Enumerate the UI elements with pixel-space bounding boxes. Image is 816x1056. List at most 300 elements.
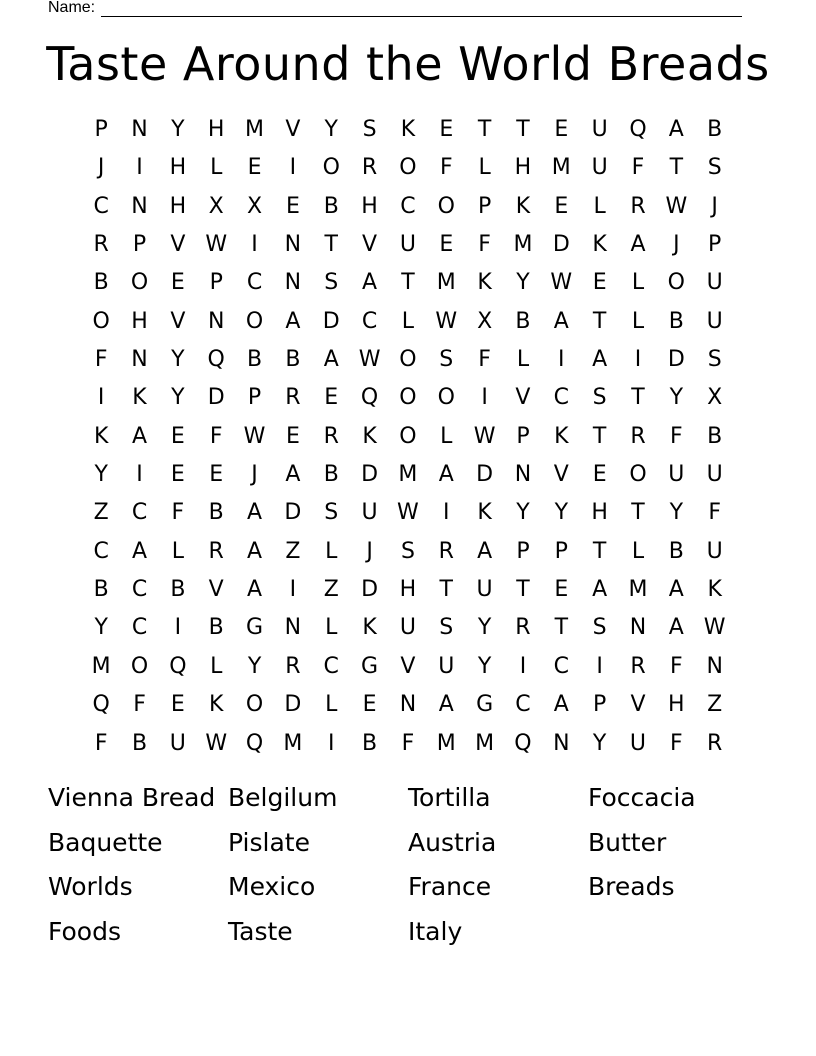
grid-letter: Z (93, 500, 109, 526)
word-list-item: Tortilla (408, 783, 491, 812)
grid-letter: D (284, 500, 302, 526)
grid-letter: L (210, 155, 223, 181)
grid-letter: Y (324, 117, 338, 142)
grid-letter: O (245, 692, 264, 718)
grid-letter: V (208, 577, 224, 603)
grid-letter: S (324, 270, 339, 296)
grid-letter: E (439, 232, 454, 258)
grid-letter: F (670, 653, 683, 679)
grid-letter: J (251, 462, 258, 488)
grid-letter: L (325, 538, 338, 564)
grid-letter: R (707, 730, 723, 756)
grid-letter: N (553, 730, 570, 756)
grid-letter: B (93, 577, 109, 603)
grid-letter: L (631, 270, 645, 296)
grid-letter: B (668, 308, 684, 334)
grid-letter: U (706, 462, 723, 488)
grid-letter: K (515, 193, 531, 219)
grid-letter: U (438, 653, 455, 679)
grid-letter: I (443, 500, 450, 526)
grid-letter: A (668, 615, 684, 641)
grid-letter: U (706, 270, 723, 296)
grid-letter: A (285, 462, 301, 488)
grid-letter: C (400, 193, 416, 219)
grid-letter: U (591, 117, 608, 142)
grid-letter: I (136, 155, 143, 181)
grid-letter: O (130, 270, 149, 296)
grid-letter: I (634, 347, 642, 373)
grid-letter: D (361, 577, 379, 603)
grid-letter: Y (477, 653, 492, 679)
word-list-item: Italy (408, 917, 463, 947)
grid-letter: V (362, 232, 378, 258)
grid-row (82, 494, 734, 532)
grid-letter: F (478, 347, 491, 373)
grid-letter: S (707, 155, 722, 181)
grid-letter: E (209, 462, 224, 488)
grid-letter: O (667, 270, 685, 296)
grid-letter: N (706, 653, 723, 679)
grid-letter: K (362, 423, 377, 449)
grid-letter: P (554, 538, 568, 564)
grid-letter: E (285, 193, 300, 219)
word-list-item: Butter (588, 827, 667, 857)
grid-letter: B (668, 538, 684, 564)
grid-letter: P (708, 232, 722, 258)
grid-letter: R (630, 423, 646, 449)
word-list-item: Belgilum (228, 783, 338, 812)
grid-letter: O (437, 385, 455, 411)
grid-letter: A (362, 270, 378, 296)
grid-letter: B (131, 730, 148, 756)
grid-letter: W (473, 423, 496, 449)
grid-letter: K (208, 692, 224, 718)
grid-letter: A (553, 692, 569, 718)
grid-letter: K (400, 117, 416, 142)
grid-letter: I (519, 653, 527, 679)
grid-letter: A (131, 538, 148, 564)
grid-letter: P (516, 423, 530, 449)
grid-letter: T (592, 538, 607, 564)
grid-row (82, 571, 734, 609)
grid-letter: P (516, 538, 530, 564)
grid-letter: A (592, 347, 608, 373)
grid-letter: M (551, 155, 571, 181)
grid-letter: I (251, 232, 258, 258)
puzzle-title: Taste Around the World Breads (46, 37, 770, 91)
grid-letter: U (476, 577, 493, 603)
grid-letter: A (668, 577, 684, 603)
grid-letter: S (439, 615, 454, 641)
grid-letter: A (553, 308, 569, 334)
grid-letter: N (284, 232, 302, 258)
grid-letter: V (515, 385, 531, 411)
grid-letter: E (324, 385, 339, 411)
grid-letter: Y (94, 615, 108, 641)
grid-letter: P (593, 692, 607, 718)
grid-letter: Z (323, 577, 339, 603)
grid-letter: T (439, 577, 453, 603)
grid-letter: F (133, 692, 146, 718)
grid-letter: O (322, 155, 340, 181)
word-list-item: Austria (408, 827, 497, 857)
grid-letter: P (132, 232, 147, 258)
grid-letter: I (97, 385, 105, 411)
grid-letter: E (554, 577, 569, 603)
grid-letter: J (673, 232, 680, 258)
grid-letter: A (285, 308, 301, 334)
grid-letter: H (668, 692, 685, 718)
grid-letter: D (667, 347, 685, 373)
grid-letter: W (665, 193, 688, 219)
grid-letter: R (323, 423, 339, 449)
grid-row (82, 149, 734, 187)
grid-letter: M (436, 270, 456, 296)
grid-letter: R (208, 538, 224, 564)
grid-letter: S (362, 117, 377, 142)
grid-letter: B (323, 193, 339, 219)
grid-letter: W (550, 270, 573, 296)
grid-letter: A (323, 347, 339, 373)
grid-letter: D (476, 462, 494, 488)
grid-letter: Q (207, 347, 225, 373)
grid-letter: M (283, 730, 303, 756)
grid-row (82, 341, 734, 379)
grid-letter: J (711, 193, 718, 219)
grid-row (82, 686, 734, 724)
grid-letter: I (481, 385, 488, 411)
grid-letter: R (630, 193, 646, 219)
grid-letter: C (93, 193, 109, 219)
grid-letter: F (478, 232, 491, 258)
grid-letter: B (515, 308, 531, 334)
grid-letter: E (247, 155, 262, 181)
grid-row (82, 418, 734, 456)
grid-letter: K (93, 423, 109, 449)
grid-letter: T (516, 577, 530, 603)
grid-letter: Y (94, 462, 108, 488)
grid-letter: E (592, 270, 607, 296)
grid-letter: G (361, 653, 379, 679)
grid-letter: M (513, 232, 533, 258)
grid-letter: C (246, 270, 263, 296)
grid-letter: X (707, 385, 723, 411)
grid-letter: E (170, 692, 185, 718)
grid-letter: Q (245, 730, 264, 756)
grid-letter: B (208, 500, 224, 526)
grid-letter: X (477, 308, 493, 334)
grid-letter: L (440, 423, 453, 449)
word-list-item: Foccacia (588, 783, 696, 812)
grid-letter: A (247, 577, 263, 603)
grid-letter: B (93, 270, 109, 296)
word-list-item: Worlds (48, 872, 133, 902)
grid-letter: W (703, 615, 726, 641)
grid-letter: O (399, 385, 417, 411)
grid-letter: C (361, 308, 378, 334)
grid-letter: V (630, 692, 646, 718)
grid-letter: O (437, 193, 455, 219)
grid-letter: W (243, 423, 266, 449)
grid-letter: V (170, 232, 186, 258)
grid-letter: B (323, 462, 339, 488)
grid-letter: F (401, 730, 415, 756)
grid-letter: Y (477, 615, 492, 641)
grid-letter: O (92, 308, 110, 334)
word-list-item: Baquette (48, 827, 163, 857)
grid-letter: U (629, 730, 647, 756)
grid-letter: Y (669, 385, 684, 411)
grid-letter: T (516, 117, 530, 142)
grid-letter: M (398, 462, 418, 488)
grid-letter: K (477, 270, 492, 296)
grid-letter: Q (92, 692, 110, 718)
name-label: Name: (48, 0, 96, 16)
grid-letter: N (399, 692, 417, 718)
grid-row (82, 456, 734, 494)
grid-letter: V (400, 653, 416, 679)
grid-letter: E (439, 117, 454, 142)
grid-letter: R (285, 385, 301, 411)
grid-letter: C (93, 538, 109, 564)
grid-letter: H (207, 117, 225, 142)
grid-letter: S (324, 500, 339, 526)
grid-letter: D (284, 692, 302, 718)
grid-row (82, 609, 734, 647)
grid-letter: E (592, 462, 607, 488)
grid-letter: E (170, 423, 185, 449)
grid-letter: K (707, 577, 722, 603)
grid-letter: C (553, 653, 569, 679)
grid-letter: L (325, 615, 338, 641)
grid-letter: U (399, 615, 416, 641)
grid-letter: C (131, 615, 148, 641)
letter-grid (82, 111, 734, 763)
grid-letter: G (246, 615, 264, 641)
grid-letter: I (289, 577, 297, 603)
word-list-item: Mexico (228, 872, 316, 902)
grid-letter: C (553, 385, 569, 411)
grid-letter: T (554, 615, 569, 641)
grid-letter: P (247, 385, 262, 411)
grid-letter: M (628, 577, 648, 603)
grid-letter: L (516, 347, 530, 373)
grid-letter: A (247, 538, 263, 564)
grid-letter: N (131, 347, 148, 373)
grid-letter: I (136, 462, 143, 488)
word-list-item: Pislate (228, 827, 310, 857)
grid-letter: T (477, 117, 492, 142)
grid-letter: T (324, 232, 338, 258)
grid-letter: Y (669, 500, 684, 526)
grid-row (82, 264, 734, 302)
grid-letter: C (323, 653, 339, 679)
grid-letter: A (668, 117, 684, 142)
grid-letter: S (439, 347, 454, 373)
grid-letter: Z (707, 692, 723, 718)
grid-letter: L (210, 653, 223, 679)
grid-letter: F (708, 500, 721, 526)
grid-letter: V (170, 308, 186, 334)
grid-letter: R (285, 653, 301, 679)
grid-letter: S (707, 347, 722, 373)
grid-letter: K (362, 615, 377, 641)
grid-letter: M (475, 730, 495, 756)
grid-letter: A (247, 500, 263, 526)
grid-letter: M (91, 653, 111, 679)
grid-letter: E (554, 117, 569, 142)
grid-letter: L (171, 538, 184, 564)
grid-letter: J (97, 155, 105, 181)
grid-letter: T (631, 385, 645, 411)
grid-letter: Y (554, 500, 569, 526)
grid-letter: K (477, 500, 492, 526)
grid-letter: T (669, 155, 684, 181)
grid-letter: P (209, 270, 223, 296)
word-list-item: Breads (588, 872, 675, 902)
name-blank-line (101, 2, 742, 17)
grid-letter: E (554, 193, 569, 219)
grid-letter: O (399, 347, 417, 373)
grid-letter: E (170, 462, 185, 488)
grid-letter: K (132, 385, 147, 411)
grid-letter: W (205, 730, 228, 756)
grid-letter: N (131, 117, 148, 142)
grid-letter: R (93, 232, 109, 258)
grid-letter: W (205, 232, 228, 258)
grid-letter: X (208, 193, 224, 219)
grid-letter: X (247, 193, 263, 219)
word-list-item: Vienna Bread (48, 783, 216, 812)
grid-letter: O (245, 308, 264, 334)
grid-letter: B (707, 117, 723, 142)
grid-letter: S (400, 538, 415, 564)
grid-letter: I (174, 615, 182, 641)
grid-letter: W (435, 308, 458, 334)
grid-letter: U (361, 500, 378, 526)
grid-letter: F (171, 500, 185, 526)
grid-letter: R (438, 538, 454, 564)
grid-letter: U (668, 462, 685, 488)
grid-letter: Y (516, 500, 530, 526)
grid-letter: Q (360, 385, 379, 411)
grid-letter: H (169, 155, 187, 181)
grid-row (82, 188, 734, 226)
word-list-item: Taste (228, 917, 293, 947)
grid-letter: C (515, 692, 531, 718)
grid-letter: D (322, 308, 340, 334)
grid-letter: A (131, 423, 148, 449)
grid-letter: U (706, 308, 723, 334)
grid-row (82, 226, 734, 264)
grid-letter: Q (629, 117, 647, 142)
grid-letter: B (170, 577, 186, 603)
grid-letter: U (399, 232, 416, 258)
grid-letter: H (399, 577, 417, 603)
grid-letter: U (706, 538, 723, 564)
grid-letter: G (476, 692, 494, 718)
grid-letter: M (245, 117, 265, 142)
grid-letter: L (325, 692, 338, 718)
grid-letter: N (284, 615, 302, 641)
grid-letter: A (438, 692, 454, 718)
grid-letter: R (361, 155, 378, 181)
grid-letter: B (208, 615, 224, 641)
grid-letter: R (630, 653, 646, 679)
grid-letter: Q (169, 653, 187, 679)
grid-letter: E (170, 270, 185, 296)
grid-letter: H (591, 500, 608, 526)
grid-row (82, 725, 734, 763)
grid-letter: D (361, 462, 379, 488)
grid-letter: N (131, 193, 148, 219)
grid-letter: L (593, 193, 606, 219)
grid-letter: P (94, 117, 108, 142)
grid-letter: Y (247, 653, 262, 679)
grid-letter: F (670, 423, 683, 449)
grid-letter: T (631, 500, 645, 526)
grid-letter: H (169, 193, 187, 219)
word-list-item: Foods (48, 917, 121, 947)
grid-letter: N (207, 308, 225, 334)
grid-letter: B (247, 347, 263, 373)
grid-letter: Z (285, 538, 301, 564)
grid-letter: L (478, 155, 491, 181)
grid-letter: M (436, 730, 456, 756)
word-list-item: France (408, 872, 492, 902)
grid-letter: C (131, 577, 148, 603)
grid-letter: A (592, 577, 608, 603)
grid-letter: B (707, 423, 723, 449)
grid-letter: O (399, 155, 417, 181)
grid-letter: B (285, 347, 301, 373)
name-field (48, 0, 742, 17)
grid-letter: Y (592, 730, 607, 756)
grid-row (82, 533, 734, 571)
grid-letter: W (397, 500, 419, 526)
grid-letter: P (477, 193, 492, 219)
grid-letter: F (94, 347, 108, 373)
grid-letter: W (358, 347, 381, 373)
word-list (48, 776, 768, 955)
grid-letter: E (285, 423, 300, 449)
grid-row (82, 379, 734, 417)
grid-letter: A (438, 462, 454, 488)
grid-letter: N (629, 615, 647, 641)
grid-letter: Y (171, 385, 185, 411)
grid-row (82, 648, 734, 686)
grid-letter: S (592, 385, 607, 411)
grid-letter: K (592, 232, 607, 258)
grid-letter: T (401, 270, 415, 296)
grid-letter: T (592, 308, 607, 334)
grid-letter: I (558, 347, 565, 373)
grid-letter: F (94, 730, 108, 756)
grid-letter: T (592, 423, 607, 449)
grid-letter: N (284, 270, 302, 296)
grid-letter: L (631, 538, 645, 564)
grid-letter: O (130, 653, 149, 679)
grid-letter: F (209, 423, 223, 449)
grid-letter: V (553, 462, 569, 488)
grid-letter: A (630, 232, 646, 258)
grid-letter: J (366, 538, 373, 564)
grid-letter: I (289, 155, 297, 181)
grid-letter: C (131, 500, 148, 526)
grid-letter: I (596, 653, 603, 679)
grid-letter: I (327, 730, 335, 756)
grid-letter: Y (171, 347, 185, 373)
